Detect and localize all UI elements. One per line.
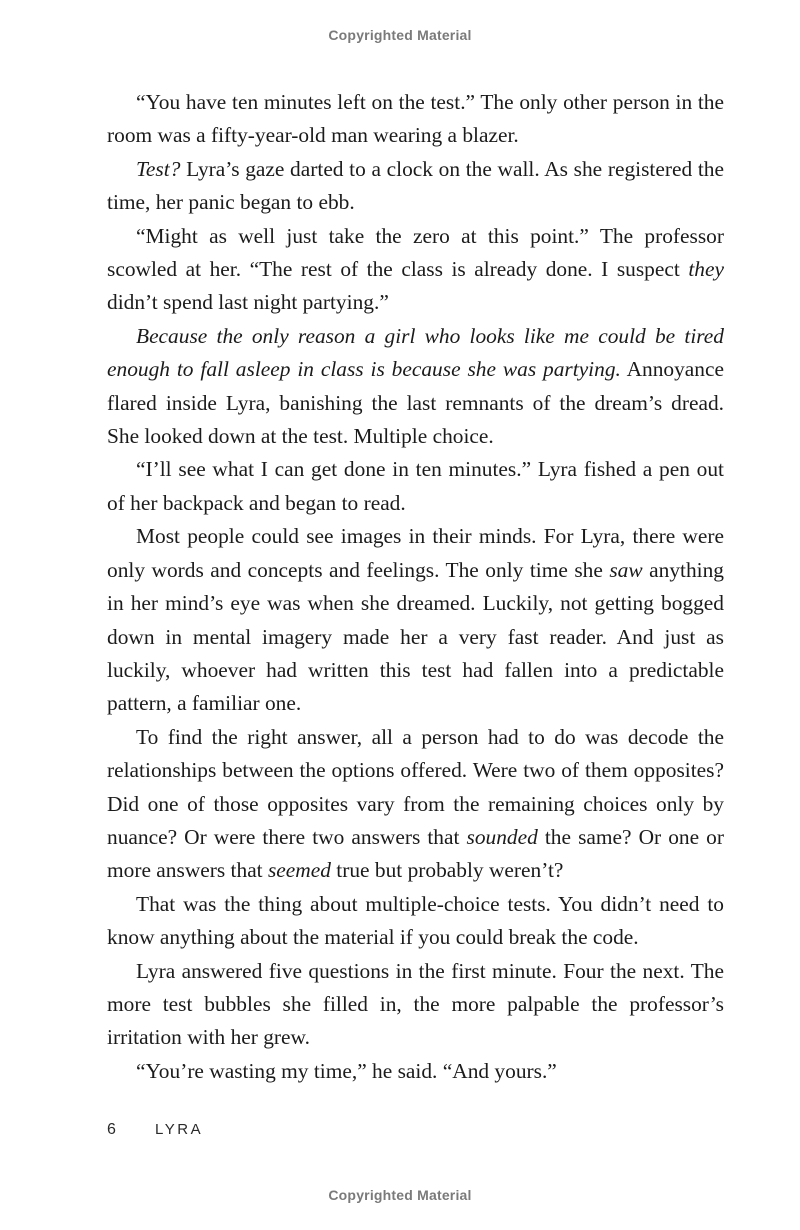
paragraph [107, 453, 724, 520]
italic-run: seemed [267, 858, 331, 883]
body-text [107, 86, 724, 1088]
paragraph [107, 888, 724, 955]
italic-run: Because the only reason a girl who looks like me could be tired enough to fall asleep in class is because she was partying. [107, 323, 724, 382]
text-run: Lyra answered five questions in the first minute. Four the next. The more test bubbles she filled in, the more palpable the professor’s irritation with her grew. [107, 958, 724, 1050]
italic-run: sounded [466, 824, 538, 849]
paragraph [107, 153, 724, 220]
copyright-watermark-top: Copyrighted Material [328, 27, 472, 43]
paragraph [107, 1055, 724, 1088]
paragraph [107, 520, 724, 720]
text-run: true but probably weren’t? [330, 858, 564, 883]
italic-run: saw [609, 557, 643, 582]
text-run: Annoyance flared inside Lyra, banishing the last remnants of the dream’s dread. She looked down at the test. Multiple choice. [107, 357, 724, 449]
paragraph [107, 721, 724, 888]
paragraph [107, 955, 724, 1055]
text-run: Lyra’s gaze darted to a clock on the wall. As she registered the time, her panic began to ebb. [107, 156, 724, 215]
running-head: LYRA [155, 1121, 204, 1138]
text-run: “You’re wasting my time,” he said. “And yours.” [136, 1058, 557, 1083]
page-number: 6 [107, 1121, 116, 1138]
page-footer [107, 1121, 203, 1139]
paragraph [107, 86, 724, 153]
text-run: Most people could see images in their minds. For Lyra, there were only words and concepts and feelings. The only time she [107, 524, 724, 582]
italic-run: Test? [136, 156, 181, 181]
italic-run: they [688, 257, 724, 282]
text-run: anything in her mind’s eye was when she dreamed. Luckily, not getting bogged down in mental imagery made her a very fast reader. And just as luckily, whoever had written this test had fallen into a predictable pattern, a familiar one. [107, 557, 724, 716]
text-run: “I’ll see what I can get done in ten minutes.” Lyra fished a pen out of her backpack and began to read. [107, 457, 724, 515]
text-run: “Might as well just take the zero at this point.” The professor scowled at her. “The rest of the class is already done. I suspect [107, 223, 724, 282]
paragraph [107, 220, 724, 320]
text-run: the same? Or one or more answers that [107, 824, 724, 883]
text-run: didn’t spend last night partying.” [107, 290, 389, 315]
text-run: “You have ten minutes left on the test.” The only other person in the room was a fifty-year-old man wearing a blazer. [107, 90, 724, 148]
text-run: That was the thing about multiple-choice tests. You didn’t need to know anything about the material if you could break the code. [107, 891, 724, 950]
text-run: To find the right answer, all a person had to do was decode the relationships between the options offered. Were two of them opposites? Did one of those opposites vary from the remaining choices only by nuance? Or were there two answers that [107, 724, 724, 849]
paragraph [107, 320, 724, 454]
copyright-watermark-bottom: Copyrighted Material [328, 1187, 472, 1203]
